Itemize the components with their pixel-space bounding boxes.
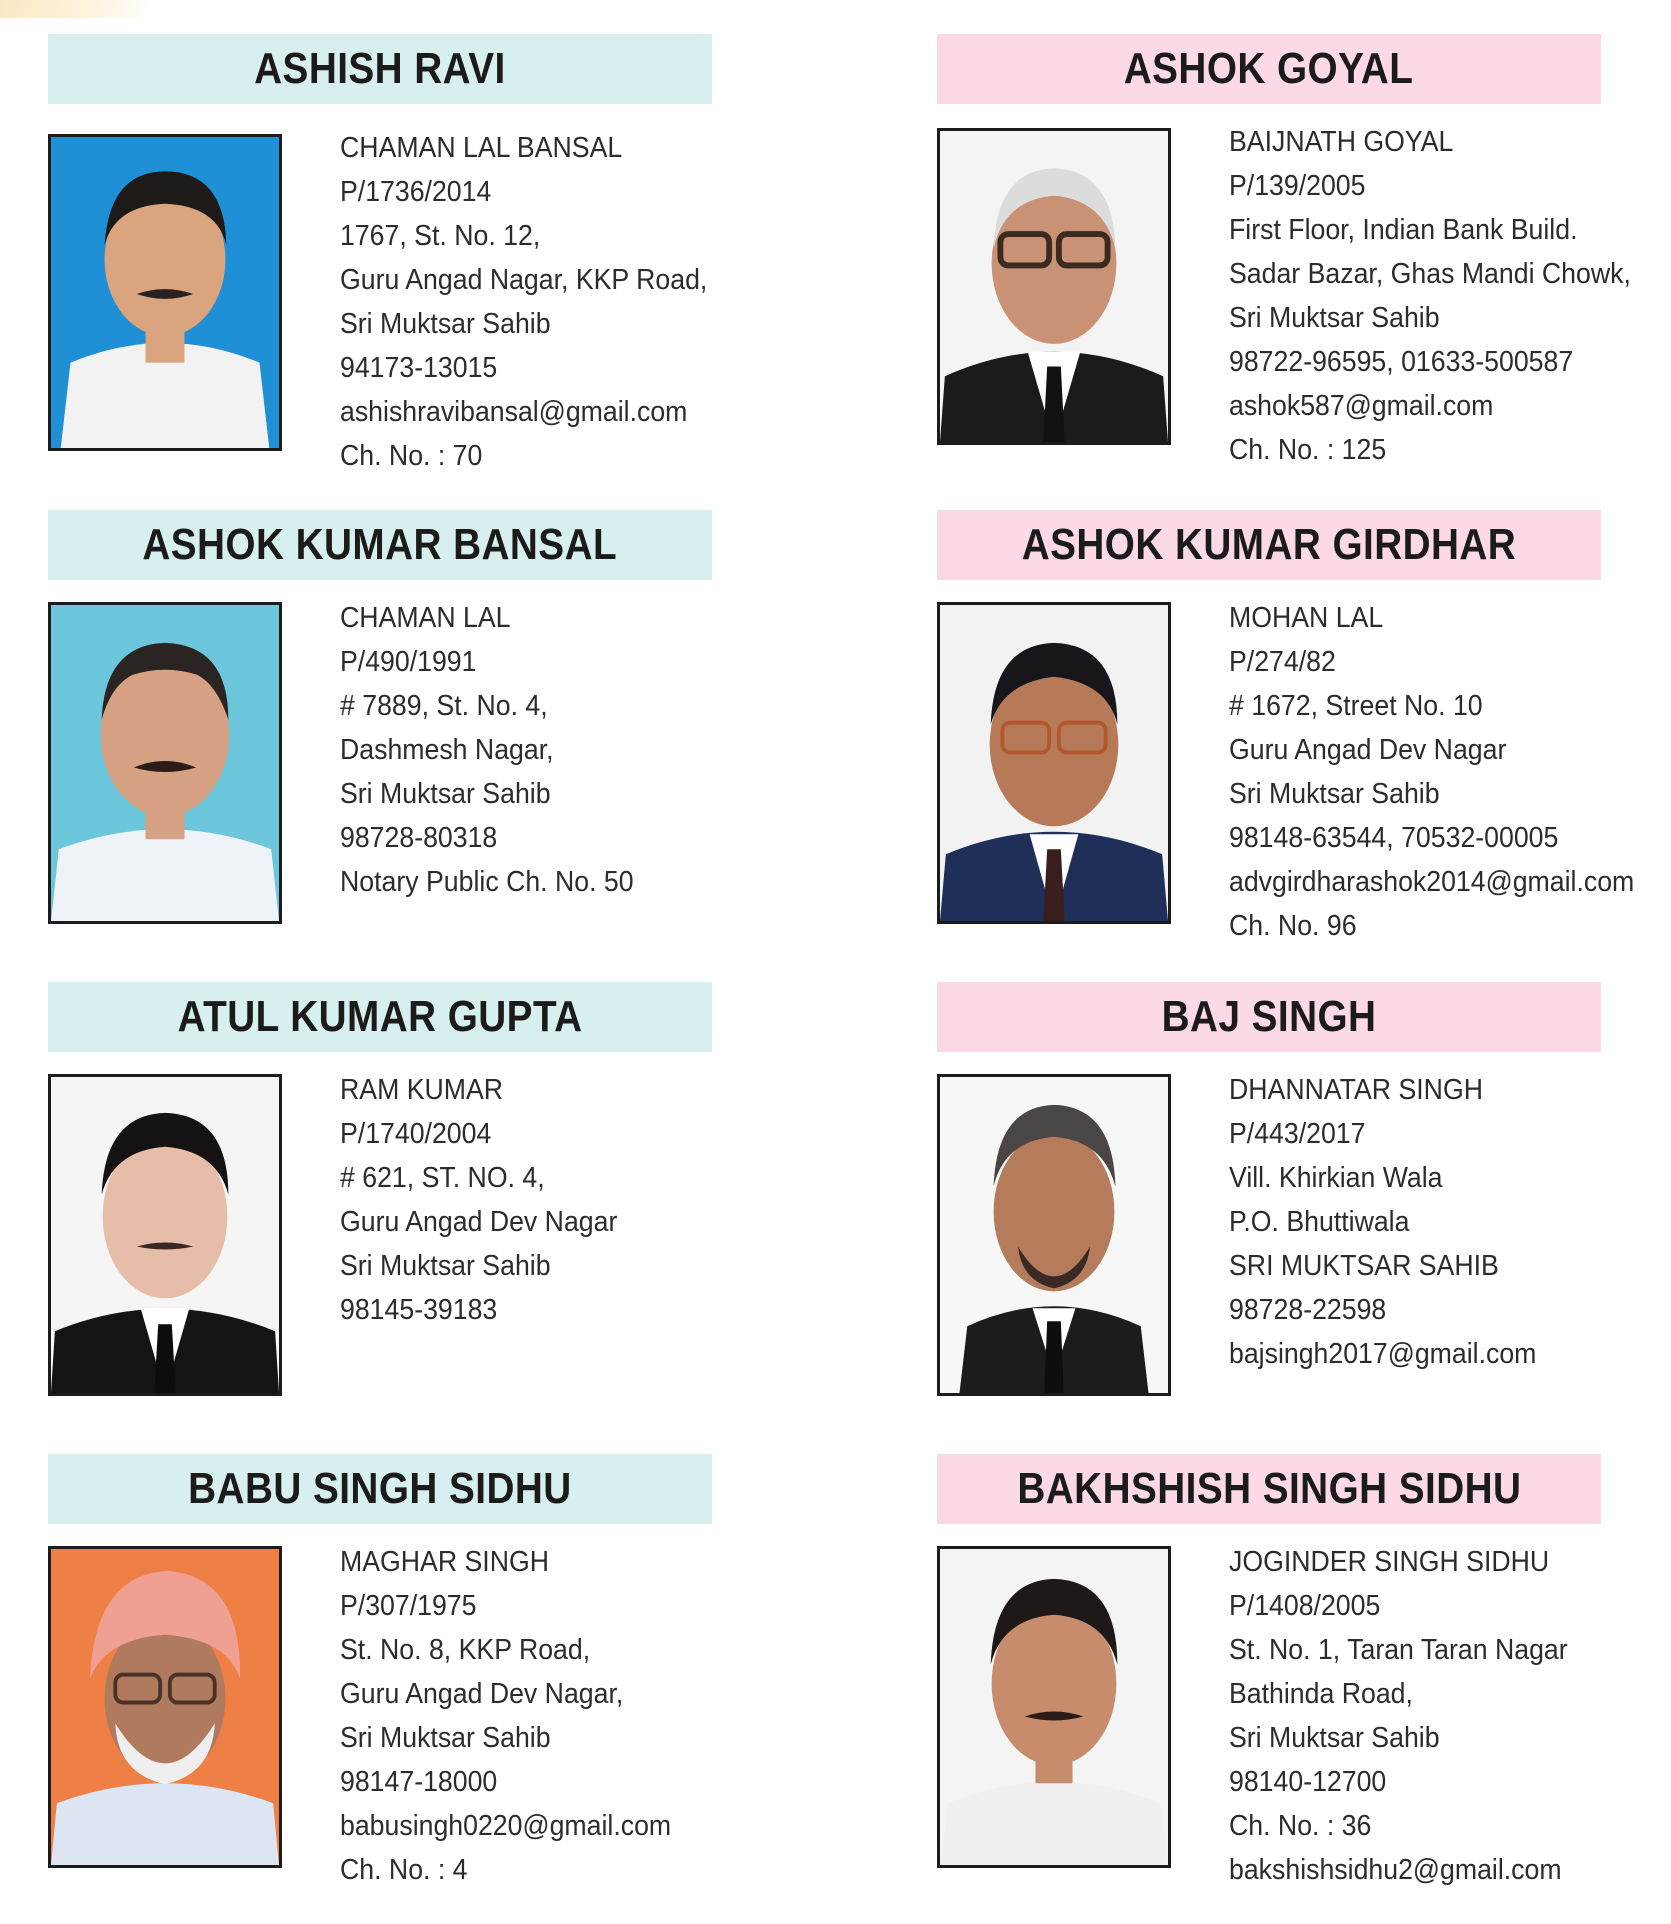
phone-number: 98722-96595, 01633-500587 [1229, 346, 1574, 378]
address-line: Bathinda Road, [1229, 1678, 1413, 1710]
member-photo [48, 602, 282, 924]
chamber-number: Ch. No. 96 [1229, 910, 1357, 942]
address-line: Sadar Bazar, Ghas Mandi Chowk, [1229, 258, 1631, 290]
member-card-8 [937, 1454, 1671, 1924]
enrollment-number: P/139/2005 [1229, 170, 1366, 202]
phone-number: 98140-12700 [1229, 1766, 1387, 1798]
enrollment-number: P/1408/2005 [1229, 1590, 1381, 1622]
enrollment-number: P/1736/2014 [340, 176, 492, 208]
phone-number: 94173-13015 [340, 352, 498, 384]
member-card-7 [48, 1454, 828, 1924]
phone-number: 98147-18000 [340, 1766, 498, 1798]
member-details [1229, 120, 1671, 472]
member-details [1229, 1540, 1671, 1892]
member-details [1229, 596, 1671, 948]
email-address: bakshishsidhu2@gmail.com [1229, 1854, 1562, 1886]
member-details [340, 596, 860, 904]
portrait-image [51, 137, 279, 448]
member-name-banner [937, 1454, 1601, 1524]
phone-number: 98728-22598 [1229, 1294, 1387, 1326]
enrollment-number: P/443/2017 [1229, 1118, 1366, 1150]
portrait-image [940, 1077, 1168, 1393]
address-city: Sri Muktsar Sahib [340, 308, 551, 340]
email-address: babusingh0220@gmail.com [340, 1810, 672, 1842]
address-line: # 7889, St. No. 4, [340, 690, 548, 722]
member-name-banner [937, 34, 1601, 104]
member-card-3 [48, 510, 828, 980]
member-photo [48, 134, 282, 451]
address-line: # 1672, Street No. 10 [1229, 690, 1483, 722]
member-name-banner [48, 982, 712, 1052]
member-details [340, 126, 860, 478]
notary-chamber: Notary Public Ch. No. 50 [340, 866, 634, 898]
enrollment-number: P/307/1975 [340, 1590, 477, 1622]
member-name: ASHISH RAVI [254, 44, 506, 93]
address-line: Guru Angad Dev Nagar [1229, 734, 1507, 766]
father-name: DHANNATAR SINGH [1229, 1074, 1483, 1106]
email-address: ashok587@gmail.com [1229, 390, 1494, 422]
member-card-4 [937, 510, 1671, 980]
member-name: ASHOK KUMAR GIRDHAR [1021, 520, 1517, 569]
member-name-banner [48, 1454, 712, 1524]
address-line: P.O. Bhuttiwala [1229, 1206, 1410, 1238]
member-card-5 [48, 982, 828, 1452]
address-city: Sri Muktsar Sahib [340, 1250, 551, 1282]
father-name: CHAMAN LAL [340, 602, 511, 634]
enrollment-number: P/1740/2004 [340, 1118, 492, 1150]
address-line: Vill. Khirkian Wala [1229, 1162, 1443, 1194]
portrait-image [940, 131, 1168, 442]
email-address: bajsingh2017@gmail.com [1229, 1338, 1537, 1370]
member-photo [937, 1074, 1171, 1396]
address-line: Guru Angad Dev Nagar, [340, 1678, 624, 1710]
phone-number: 98145-39183 [340, 1294, 498, 1326]
member-name-banner [937, 982, 1601, 1052]
member-name: ATUL KUMAR GUPTA [177, 992, 583, 1041]
portrait-image [51, 1549, 279, 1865]
member-name: BABU SINGH SIDHU [188, 1464, 572, 1513]
address-line: Dashmesh Nagar, [340, 734, 554, 766]
member-photo [48, 1074, 282, 1396]
member-card-6 [937, 982, 1671, 1452]
enrollment-number: P/274/82 [1229, 646, 1336, 678]
address-line: 1767, St. No. 12, [340, 220, 541, 252]
address-line: Guru Angad Dev Nagar [340, 1206, 618, 1238]
address-city: Sri Muktsar Sahib [340, 778, 551, 810]
email-address: advgirdharashok2014@gmail.com [1229, 866, 1635, 898]
member-photo [937, 128, 1171, 445]
address-city: Sri Muktsar Sahib [1229, 778, 1440, 810]
member-card-1 [48, 34, 828, 504]
address-line: St. No. 1, Taran Taran Nagar [1229, 1634, 1568, 1666]
chamber-number: Ch. No. : 125 [1229, 434, 1387, 466]
member-photo [48, 1546, 282, 1868]
member-name: BAJ SINGH [1161, 992, 1377, 1041]
address-city: SRI MUKTSAR SAHIB [1229, 1250, 1499, 1282]
chamber-number: Ch. No. : 36 [1229, 1810, 1372, 1842]
corner-decoration [0, 0, 150, 18]
father-name: JOGINDER SINGH SIDHU [1229, 1546, 1550, 1578]
member-name: ASHOK GOYAL [1124, 44, 1414, 93]
member-details [340, 1068, 860, 1332]
member-photo [937, 1546, 1171, 1868]
chamber-number: Ch. No. : 4 [340, 1854, 468, 1886]
member-card-2 [937, 34, 1671, 504]
member-name-banner [937, 510, 1601, 580]
address-city: Sri Muktsar Sahib [1229, 302, 1440, 334]
member-name: BAKHSHISH SINGH SIDHU [1016, 1464, 1522, 1513]
father-name: CHAMAN LAL BANSAL [340, 132, 623, 164]
member-name-banner [48, 510, 712, 580]
chamber-number: Ch. No. : 70 [340, 440, 483, 472]
address-city: Sri Muktsar Sahib [340, 1722, 551, 1754]
address-line: St. No. 8, KKP Road, [340, 1634, 591, 1666]
email-address: ashishravibansal@gmail.com [340, 396, 688, 428]
portrait-image [940, 605, 1168, 921]
father-name: BAIJNATH GOYAL [1229, 126, 1454, 158]
phone-number: 98148-63544, 70532-00005 [1229, 822, 1559, 854]
father-name: MOHAN LAL [1229, 602, 1384, 634]
portrait-image [51, 605, 279, 921]
phone-number: 98728-80318 [340, 822, 498, 854]
address-line: # 621, ST. NO. 4, [340, 1162, 545, 1194]
enrollment-number: P/490/1991 [340, 646, 477, 678]
member-details [1229, 1068, 1671, 1376]
portrait-image [51, 1077, 279, 1393]
father-name: RAM KUMAR [340, 1074, 504, 1106]
address-line: Guru Angad Nagar, KKP Road, [340, 264, 708, 296]
address-city: Sri Muktsar Sahib [1229, 1722, 1440, 1754]
member-name: ASHOK KUMAR BANSAL [142, 520, 618, 569]
address-line: First Floor, Indian Bank Build. [1229, 214, 1578, 246]
member-photo [937, 602, 1171, 924]
father-name: MAGHAR SINGH [340, 1546, 550, 1578]
member-details [340, 1540, 860, 1892]
member-name-banner [48, 34, 712, 104]
portrait-image [940, 1549, 1168, 1865]
